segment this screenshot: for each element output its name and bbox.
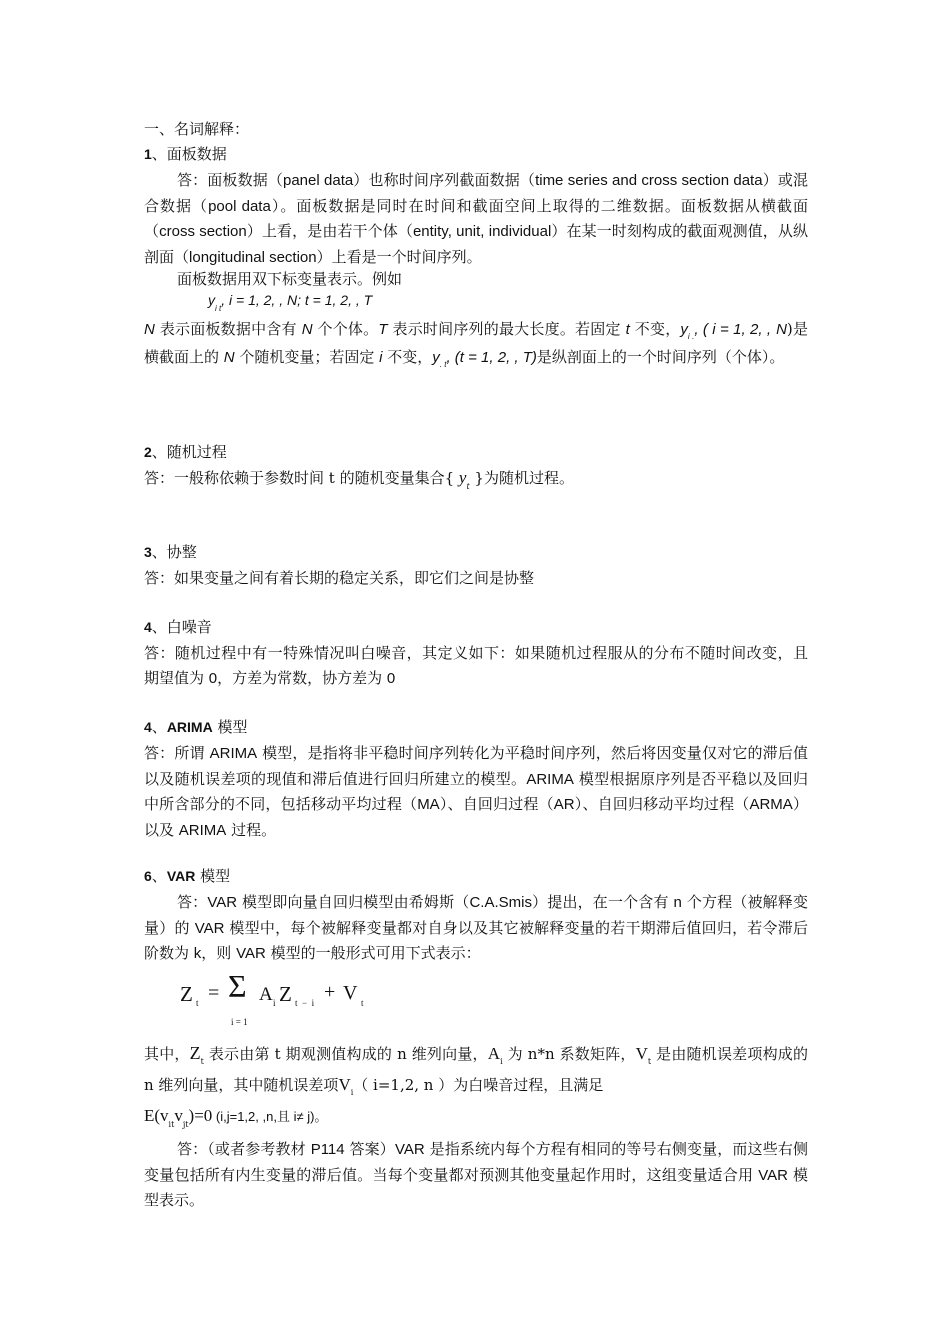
section-heading: 一、名词解释： xyxy=(144,120,250,138)
panel-formula: $y_{i t}$, i = 1, 2, , N; t = 1, 2, , T xyxy=(208,292,373,313)
term-1-notation-intro: 面板数据用双下标变量表示。例如 xyxy=(177,270,403,288)
term-1-heading: 1、面板数据 xyxy=(144,145,227,163)
term-2-heading: 2、随机过程 xyxy=(144,443,227,461)
term-1-notation-explanation: N 表示面板数据中含有 N 个个体。T 表示时间序列的最大长度。若固定 t 不变，$y_{i .}$, ( i = 1, 2, , N)是横截面上的 N 个随机变量；若固定 i 不变，$y_{. t}$, (t = 1, 2, , T)是纵剖面上的一个时间序列（个体）。 xyxy=(144,320,808,369)
term-1-definition: 答：面板数据（panel data）也称时间序列截面数据（time series and cross section data）或混合数据（pool data）。面板数据是同时在时间和截面空间上取得的二维数据。面板数据从横截面（cross section）上看，是由若干个体（entity, unit, individual）在某一时刻构成的截面观测值，从纵剖面（longitudinal section）上看是一个时间序列。 xyxy=(144,171,808,267)
term-3-heading: 3、协整 xyxy=(144,543,197,561)
var-equation: Z t = Σ i = 1 A i Z t − i + V t xyxy=(180,968,364,1027)
term-arima-heading: 4、ARIMA 模型 xyxy=(144,718,248,736)
var-alternative-answer: 答：（或者参考教材 P114 答案）VAR 是指系统内每个方程有相同的等号右侧变量，而这些右侧变量包括所有内生变量的滞后值。当每个变量都对预测其他变量起作用时，这组变量适合用 VAR 模型表示。 xyxy=(144,1140,808,1210)
term-2-definition: 答：一般称依赖于参数时间 t 的随机变量集合{ $y_t$ }为随机过程。 xyxy=(144,468,574,491)
term-4-heading: 4、白噪音 xyxy=(144,618,212,636)
term-arima-definition: 答：所谓 ARIMA 模型，是指将非平稳时间序列转化为平稳时间序列，然后将因变量仅对它的滞后值以及随机误差项的现值和滞后值进行回归所建立的模型。ARIMA 模型根据原序列是否平稳以及回归中所含部分的不同，包括移动平均过程（MA）、自回归过程（AR）、自回归移动平均过程（ARMA）以及 ARIMA 过程。 xyxy=(144,744,808,840)
term-var-heading: 6、VAR 模型 xyxy=(144,867,231,885)
term-var-definition: 答：VAR 模型即向量自回归模型由希姆斯（C.A.Smis）提出，在一个含有 n 个方程（被解释变量）的 VAR 模型中，每个被解释变量都对自身以及其它被解释变量的若干期滞后值回归，若令滞后阶数为 k，则 VAR 模型的一般形式可用下式表示： xyxy=(144,893,808,963)
var-equation-explanation: 其中，$Z_t$ 表示由第 t 期观测值构成的 n 维列向量，$A_i$ 为 n*n 系数矩阵，$V_t$ 是由随机误差项构成的 n 维列向量，其中随机误差项$V_i$（ i=1,2, n ）为白噪音过程，且满足 $E(v_{it}v_{jt})=0$ (i,j=1,2, ,n,且 i≠ j)。 xyxy=(144,1043,808,1129)
term-3-definition: 答：如果变量之间有着长期的稳定关系，即它们之间是协整 xyxy=(144,569,535,587)
term-4-definition: 答：随机过程中有一特殊情况叫白噪音，其定义如下：如果随机过程服从的分布不随时间改变，且 期望值为 0，方差为常数，协方差为 0 xyxy=(144,644,808,687)
